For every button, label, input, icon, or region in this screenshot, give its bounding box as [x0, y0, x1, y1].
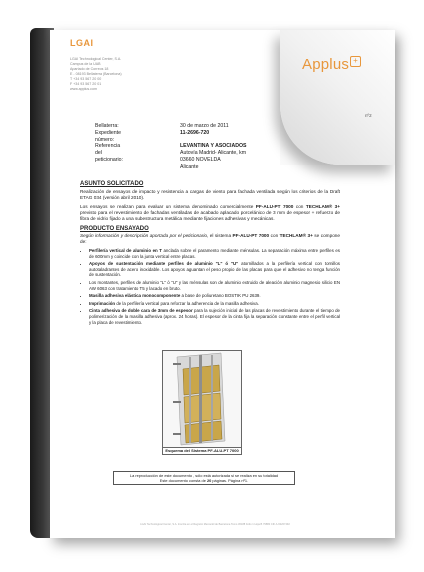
item-text: de la perfilería vertical para reforzar la adherencia de la masilla adhesiva.	[115, 300, 259, 306]
file-number: 11-2696-720	[180, 130, 210, 136]
list-item	[89, 308, 340, 325]
applus-logo	[302, 56, 361, 73]
address-line: T +34 93 567 20 00	[70, 77, 102, 81]
text-run: Este documento consta de	[159, 478, 207, 483]
address-line: E - 08193 Bellaterra (Barcelona)	[70, 72, 122, 76]
request-paragraph-2	[80, 204, 340, 222]
address-line: LGAI Technological Center, S.A.	[70, 57, 122, 61]
page-number-fragment: nº2	[365, 113, 372, 118]
page-curl[interactable]	[280, 30, 395, 165]
reference-label: Referencia del peticionario:	[95, 143, 123, 163]
diagram-caption: Esquema del Sistema PF-ALU-PT 7000	[162, 447, 242, 455]
petitioner-postcode: 03660 NOVELDA	[180, 157, 221, 163]
list-item	[89, 301, 340, 307]
item-text: anclada sobre el paramento mediante ménsulas. La separación máxima entre perfiles es de 600mm y coincide con la junta vertical entre placas.	[89, 248, 340, 259]
notice-line: La reproducción de este documento , sólo está autorizada si se realiza en su totalidad	[129, 473, 279, 478]
list-item	[89, 261, 340, 278]
text-run: Según información y descripción aportada por el peticionario	[80, 233, 208, 238]
company-logo: LGAI	[70, 38, 94, 48]
item-title: Apoyos de sustentación mediante perfiles de aluminio "L" ó "U"	[89, 261, 239, 267]
reproduction-notice	[113, 471, 295, 485]
list-item	[89, 248, 340, 259]
product-name: PF-ALU-PT 7000	[232, 233, 270, 238]
component-list	[80, 248, 340, 325]
product-brand: TECHLAM® 3+	[305, 203, 340, 209]
petitioner-address: Autovía Madrid- Alicante, km	[180, 150, 247, 156]
section-heading-request: ASUNTO SOLICITADO	[80, 181, 144, 187]
address-line: Campus de la UAB	[70, 62, 101, 66]
document-date: 30 de marzo de 2011	[180, 123, 229, 129]
petitioner-name: LEVANTINA Y ASOCIADOS	[180, 143, 247, 149]
place-label: Bellaterra:	[95, 123, 119, 129]
item-title: Perfilería vertical de aluminio en T	[89, 248, 162, 253]
address-line: F +34 93 567 20 01	[70, 82, 102, 86]
item-text: para la sujeción inicial de las placas de revestimiento durante el tiempo de polimerización de la masilla adhesiva (aprox. 24 horas). El espesor de la cinta fija la separación constante entre el perfil vertical y la placa de revestimiento.	[89, 308, 340, 325]
address-line: www.applus.com	[70, 87, 97, 91]
address-line: Apartado de Correos 18	[70, 67, 109, 71]
text-run: , el sistema	[207, 233, 233, 238]
company-address	[70, 57, 160, 92]
brand-name: Applus	[302, 56, 350, 73]
item-text: atornillados a la perfilería vertical con tornillos autotaladrantes de acero inoxidable. Los apoyos aguantan el peso propio de las placas para que el adhesivo no tenga función de sustentación.	[89, 261, 340, 278]
text-run: páginas. Página nº1.	[211, 478, 249, 483]
product-intro	[80, 233, 340, 245]
file-label: Expediente número:	[95, 130, 121, 143]
system-diagram-drawing	[163, 351, 241, 447]
item-title: Masilla adhesiva elástica monocomponente	[89, 293, 181, 299]
list-item	[89, 280, 340, 291]
product-brand: TECHLAM® 3+	[279, 233, 313, 238]
petitioner-province: Alicante	[180, 164, 199, 170]
legal-footer: LGAI Technological Center, S.A. Inscrita en el Registro Mercantil de Barcelona Tomo 36188 Folio 1 Hoja B 79880 CIF A-63207492	[140, 523, 290, 526]
request-paragraph-1: Realización de ensayos de impacto y resistencia a cargas de viento para fachada ventilada según los criterios de la Draft ETAG 034 (versión abril 2010).	[80, 188, 340, 200]
text-run: con	[293, 203, 306, 209]
section-heading-product: PRODUCTO ENSAYADO	[80, 225, 149, 232]
brand-plus-icon: +	[350, 56, 361, 67]
page-count: 20	[206, 478, 212, 483]
item-title: Cinta adhesiva de doble cara de 3mm de espesor	[89, 308, 193, 314]
item-text: a base de poliuretano BOSTIK PU 2639.	[180, 293, 261, 299]
item-title: Imprimación	[89, 300, 116, 306]
text-run: se compone de:	[80, 233, 341, 244]
text-run: Los ensayos se realizan para evaluar un sistema denominado comercialmente	[80, 203, 256, 209]
product-name: PF-ALU-PT 7000	[255, 203, 294, 209]
list-item	[89, 293, 340, 299]
text-run: previsto para el revestimiento de fachadas ventiladas de acabado aplacado porcelánico de 3 mm de espesor + refuerzo de fibra de vidrio fijado a una subestructura metálica mediante fijaciones adhesivas y mecánicas.	[80, 209, 340, 221]
notice-line	[114, 478, 294, 483]
system-diagram	[162, 350, 242, 448]
text-run: con	[269, 233, 280, 238]
item-text: Los montantes, perfiles de aluminio "L" ó "U" y las ménsulas son de aluminio extruido de aleación aluminio magnesio silicio EN AW 6063 con tratamiento T5 y lacado en bruto.	[89, 279, 340, 291]
document-body	[80, 181, 340, 327]
